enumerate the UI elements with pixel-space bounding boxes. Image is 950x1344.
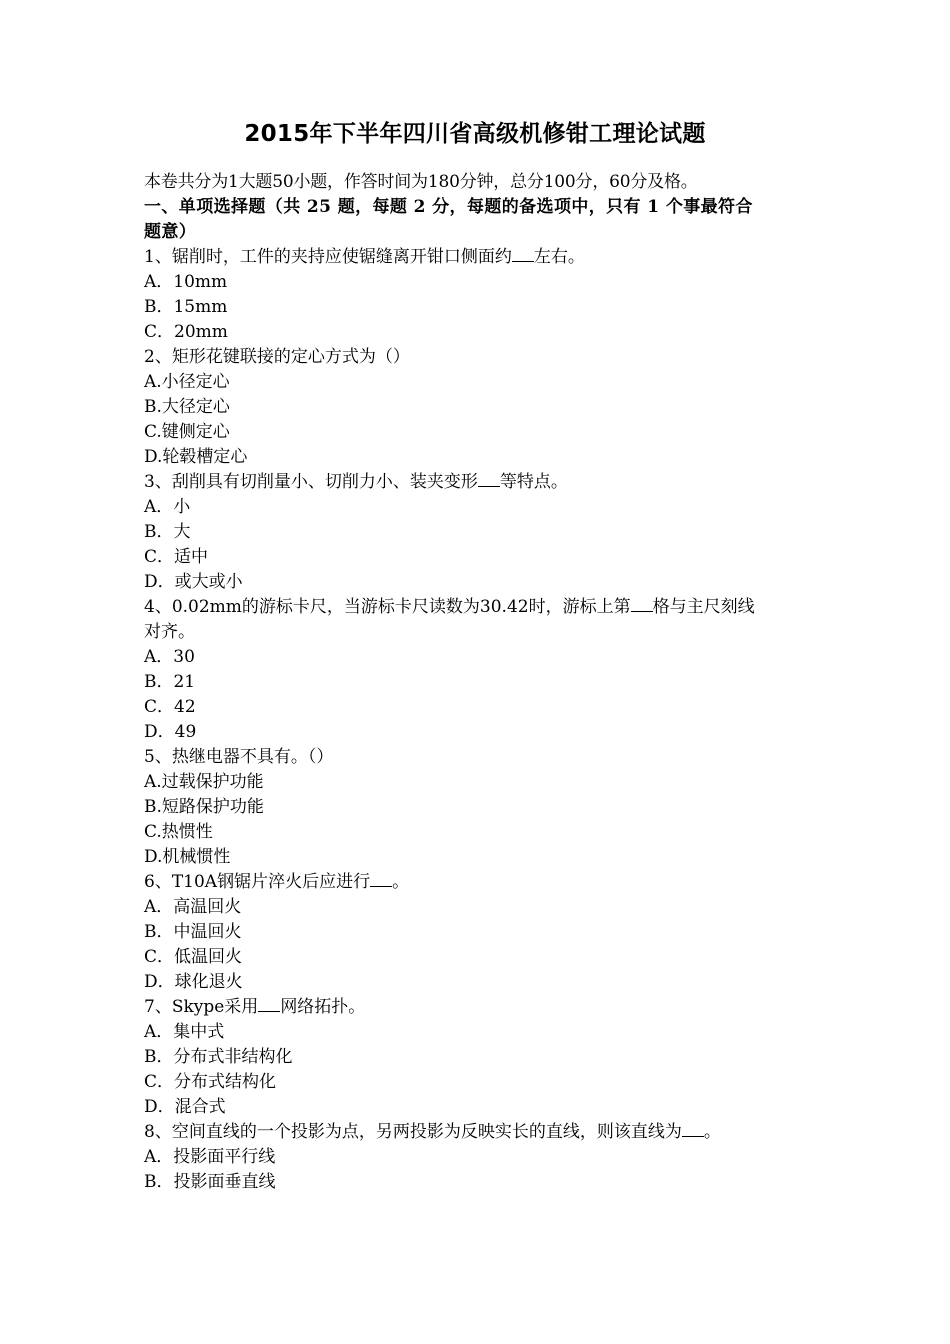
question-2-option: D.轮毂槽定心 xyxy=(144,447,248,467)
question-stem-text: 3、刮削具有切削量小、切削力小、装夹变形 xyxy=(144,472,478,492)
question-1-option: B．15mm xyxy=(144,297,228,317)
question-8-option: B．投影面垂直线 xyxy=(144,1172,276,1192)
answer-blank xyxy=(631,595,653,612)
document-body xyxy=(144,170,812,1195)
question-8-stem xyxy=(144,1120,812,1145)
question-stem-text: 7、Skype采用 xyxy=(144,997,259,1017)
question-stem-text: 网络拓扑。 xyxy=(280,997,366,1017)
question-2-stem: 2、矩形花键联接的定心方式为（） xyxy=(144,347,410,367)
question-4-option: C．42 xyxy=(144,697,196,717)
question-stem-text: 左右。 xyxy=(533,247,585,267)
question-3-stem xyxy=(144,470,812,495)
exam-intro: 本卷共分为1大题50小题，作答时间为180分钟，总分100分，60分及格。 xyxy=(144,172,698,192)
answer-blank xyxy=(478,470,500,487)
question-4-option: B．21 xyxy=(144,672,196,692)
question-4-stem-continued: 对齐。 xyxy=(144,622,195,642)
question-3-option: D．或大或小 xyxy=(144,572,243,592)
question-2-option: A.小径定心 xyxy=(144,372,230,392)
question-stem-text: 1、锯削时，工件的夹持应使锯缝离开钳口侧面约 xyxy=(144,247,512,267)
question-4-option: D．49 xyxy=(144,722,197,742)
answer-blank xyxy=(682,1120,704,1137)
question-1-option: A．10mm xyxy=(144,272,228,292)
question-6-option: D．球化退火 xyxy=(144,972,243,992)
answer-blank xyxy=(512,245,534,262)
question-4-option: A．30 xyxy=(144,647,195,667)
question-3-option: B．大 xyxy=(144,522,191,542)
question-3-option: A．小 xyxy=(144,497,191,517)
question-stem-text: 6、T10A钢锯片淬火后应进行 xyxy=(144,872,371,892)
question-6-option: A．高温回火 xyxy=(144,897,242,917)
question-stem-text: 格与主尺刻线 xyxy=(652,597,755,617)
section-heading-line1: 一、单项选择题（共 25 题，每题 2 分，每题的备选项中，只有 1 个事最符合 xyxy=(144,197,753,217)
question-stem-text: 8、空间直线的一个投影为点，另两投影为反映实长的直线，则该直线为 xyxy=(144,1122,682,1142)
answer-blank xyxy=(370,870,392,887)
section-heading-line2: 题意） xyxy=(144,222,197,242)
question-stem-text: 。 xyxy=(703,1122,721,1142)
question-5-option: C.热惯性 xyxy=(144,822,213,842)
question-5-stem: 5、热继电器不具有。（） xyxy=(144,747,334,767)
question-2-option: B.大径定心 xyxy=(144,397,230,417)
question-6-stem xyxy=(144,870,812,895)
question-2-option: C.键侧定心 xyxy=(144,422,230,442)
question-7-option: A．集中式 xyxy=(144,1022,225,1042)
question-8-option: A．投影面平行线 xyxy=(144,1147,276,1167)
question-5-option: B.短路保护功能 xyxy=(144,797,264,817)
question-5-option: D.机械惯性 xyxy=(144,847,231,867)
question-stem-text: 等特点。 xyxy=(499,472,568,492)
question-4-stem xyxy=(144,595,812,620)
question-7-option: C．分布式结构化 xyxy=(144,1072,277,1092)
question-7-stem xyxy=(144,995,812,1020)
question-7-option: D．混合式 xyxy=(144,1097,226,1117)
question-1-option: C．20mm xyxy=(144,322,228,342)
document-title: 2015年下半年四川省高级机修钳工理论试题 xyxy=(244,121,706,147)
question-6-option: C．低温回火 xyxy=(144,947,243,967)
question-stem-text: 。 xyxy=(392,872,410,892)
question-3-option: C．适中 xyxy=(144,547,209,567)
question-stem-text: 4、0.02mm的游标卡尺，当游标卡尺读数为30.42时，游标上第 xyxy=(144,597,631,617)
question-5-option: A.过载保护功能 xyxy=(144,772,264,792)
question-6-option: B．中温回火 xyxy=(144,922,242,942)
question-7-option: B．分布式非结构化 xyxy=(144,1047,293,1067)
question-1-stem xyxy=(144,245,812,270)
answer-blank xyxy=(258,995,280,1012)
